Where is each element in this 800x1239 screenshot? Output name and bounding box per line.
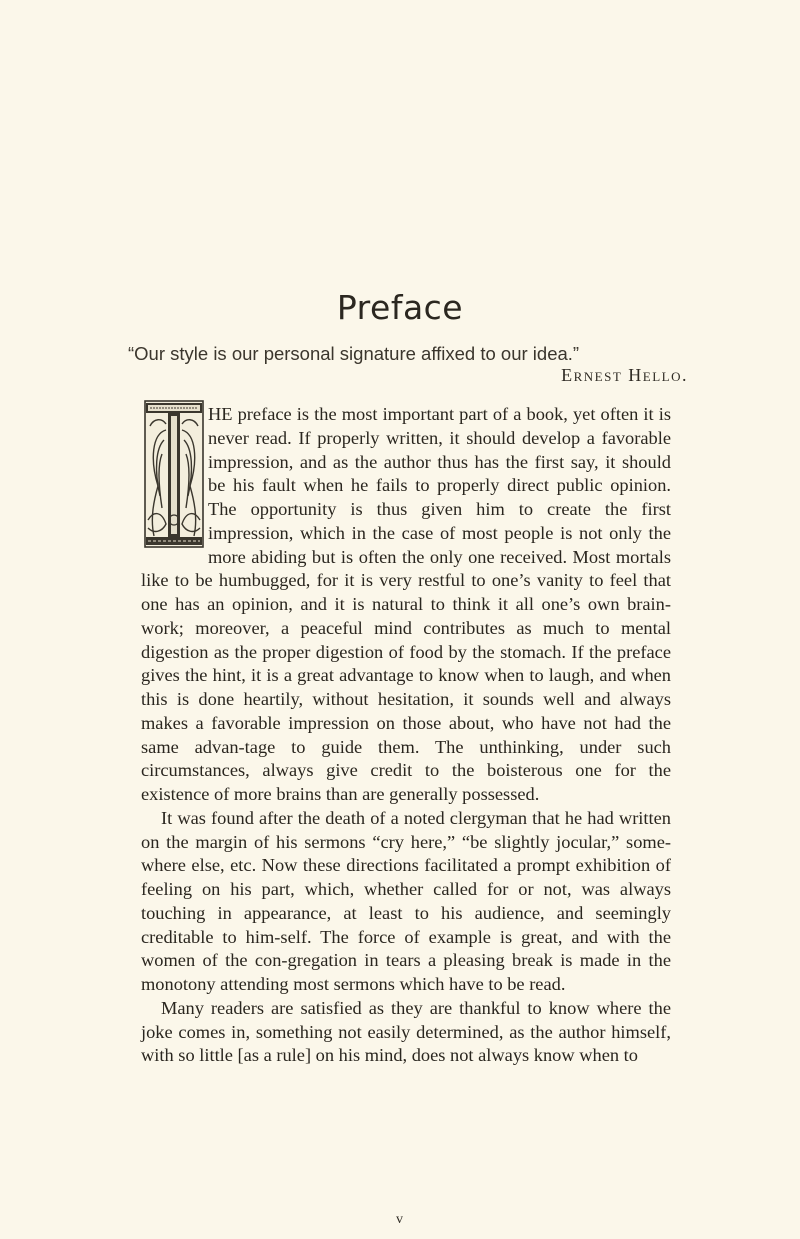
page-number: v — [396, 1212, 404, 1227]
paragraph-1-text: HE preface is the most important part of a book, yet often it is never read. If properly written, it should develop a favorable impression, and as the author thus has the first say, it should be his fault when he fails to properly direct public opinion. The opportunity is thus given him to create the first impression, which in the case of most people is not only the more abiding but is often the only one received. Most mortals like to be humbugged, for it is very restful to one’s vanity to feel that one has an opinion, and it is natural to think it all one’s own brain-work; moreover, a peaceful mind contributes as much to mental digestion as the proper digestion of food by the stomach. If the preface gives the hint, it is a great advantage to know when to laugh, and when this is done heartily, without hesitation, it sounds well and always makes a favorable impression on those about, who have not had the same advan-tage to guide them. The unthinking, under such circumstances, always give credit to the boisterous one for the existence of more brains than are generally possessed. — [141, 404, 671, 804]
epigraph-quote: “Our style is our personal signature affixed to our idea.” — [128, 343, 580, 364]
preface-body — [141, 403, 671, 1068]
paragraph-2-text: It was found after the death of a noted clergyman that he had written on the margin of his sermons “cry here,” “be slightly jocular,” some-where else, etc. Now these directions facilitated a prompt exhibition of feeling on his part, which, whether called for or not, was always touching in appearance, at least to his audience, and seemingly creditable to him-self. The force of example is great, and with the women of the con-gregation in tears a pleasing break is made in the monotony attending most sermons which have to be read. — [141, 807, 671, 994]
dropcap-space — [141, 403, 208, 546]
paragraph-2 — [141, 807, 671, 997]
paragraph-1 — [141, 403, 671, 807]
paragraph-3 — [141, 997, 671, 1068]
epigraph-author: Ernest Hello. — [561, 365, 688, 385]
paragraph-3-text: Many readers are satisfied as they are thankful to know where the joke comes in, something not easily determined, as the author himself, with so little [as a rule] on his mind, does not always know when to — [141, 997, 671, 1066]
page-title: Preface — [336, 288, 464, 327]
